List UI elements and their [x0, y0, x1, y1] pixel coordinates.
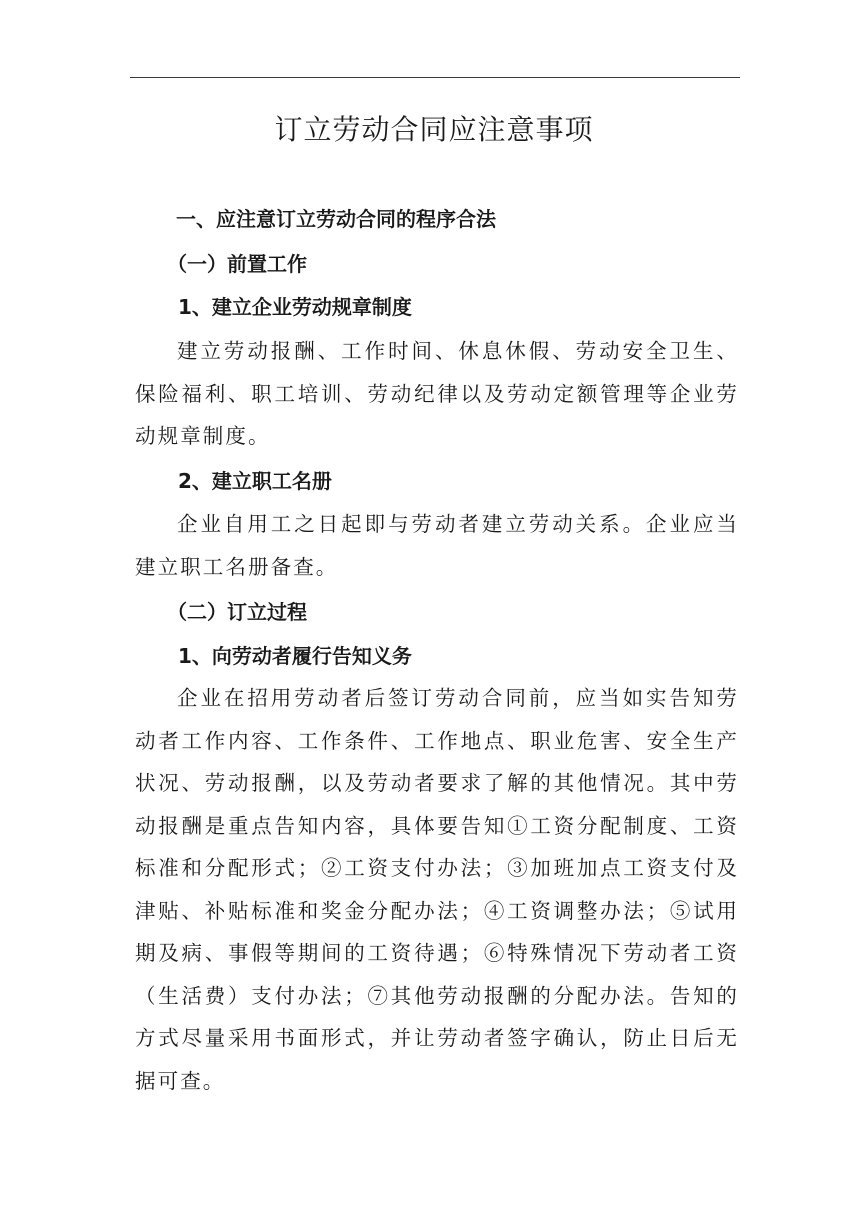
header-rule [130, 77, 740, 78]
item-heading-1-2: 2、建立职工名册 [178, 469, 332, 493]
item-heading-1-1: 1、建立企业劳动规章制度 [178, 295, 412, 319]
paragraph-inform-duty: 企业在招用劳动者后签订劳动合同前，应当如实告知劳动者工作内容、工作条件、工作地点、职业危害、安全生产状况、劳动报酬，以及劳动者要求了解的其他情况。其中劳动报酬是重点告知内容，具体要告知①工资分配制度、工资标准和分配形式；②工资支付办法；③加班加点工资支付及津贴、补贴标准和奖金分配办法；④工资调整办法；⑤试用期及病、事假等期间的工资待遇；⑥特殊情况下劳动者工资（生活费）支付办法；⑦其他劳动报酬的分配办法。告知的方式尽量采用书面形式，并让劳动者签字确认，防止日后无据可查。 [135, 686, 739, 1093]
subsection-heading-1: （一）前置工作 [167, 252, 307, 276]
document-title: 订立劳动合同应注意事项 [274, 113, 594, 146]
item-heading-2-1: 1、向劳动者履行告知义务 [178, 644, 412, 668]
subsection-heading-2: （二）订立过程 [167, 600, 307, 624]
paragraph-rules: 建立劳动报酬、工作时间、休息休假、劳动安全卫生、保险福利、职工培训、劳动纪律以及劳动定额管理等企业劳动规章制度。 [135, 339, 739, 448]
section-heading-1: 一、应注意订立劳动合同的程序合法 [176, 207, 496, 231]
paragraph-roster: 企业自用工之日起即与劳动者建立劳动关系。企业应当建立职工名册备查。 [135, 512, 739, 579]
